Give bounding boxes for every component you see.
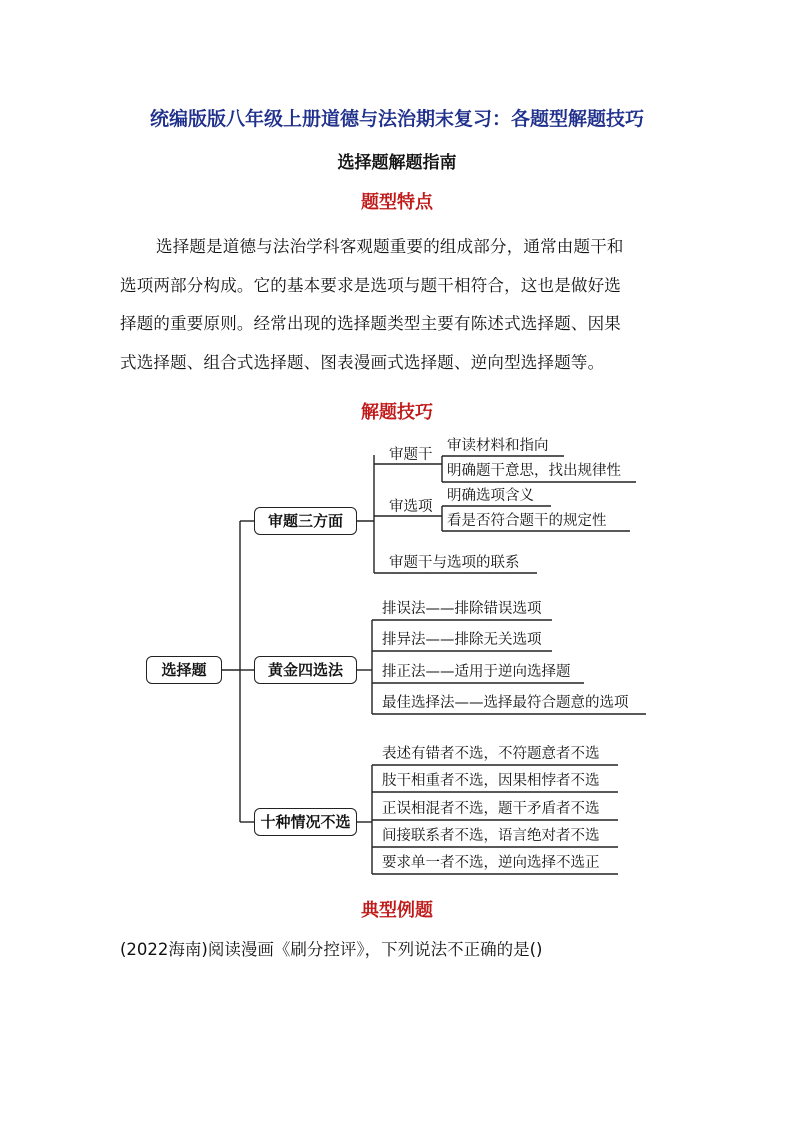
leaf-item: 排正法——适用于逆向选择题 — [382, 664, 571, 680]
example-question: (2022海南)阅读漫画《刷分控评》，下列说法不正确的是() — [120, 940, 543, 959]
page-title: 统编版版八年级上册道德与法治期末复习：各题型解题技巧 — [149, 108, 644, 130]
leaf-item: 排异法——排除无关选项 — [382, 632, 542, 648]
leaf-item: 间接联系者不选，语言绝对者不选 — [382, 828, 600, 844]
leaf-item: 要求单一者不选，逆向选择不选正 — [382, 855, 600, 871]
leaf-item: 最佳选择法——选择最符合题意的选项 — [382, 695, 629, 711]
branch-node-golden-methods: 黄金四选法 — [254, 656, 357, 684]
root-node: 选择题 — [146, 656, 222, 684]
paragraph-line: 择题的重要原则。经常出现的选择题类型主要有陈述式选择题、因果 — [120, 314, 621, 334]
leaf-item: 正误相混者不选，题干矛盾者不选 — [382, 801, 600, 817]
section-heading-examples: 典型例题 — [361, 900, 433, 921]
branch-node-ten-cases: 十种情况不选 — [254, 808, 357, 836]
leaf-item: 表述有错者不选，不符题意者不选 — [382, 746, 600, 762]
paragraph-line: 式选择题、组合式选择题、图表漫画式选择题、逆向型选择题等。 — [120, 352, 605, 372]
section-heading-features: 题型特点 — [361, 192, 433, 213]
page-subtitle: 选择题解题指南 — [337, 153, 457, 173]
leaf-item: 排误法——排除错误选项 — [382, 601, 542, 617]
section-heading-techniques: 解题技巧 — [361, 402, 433, 423]
sub-node-options: 审选项 — [389, 499, 433, 515]
branch-node-review: 审题三方面 — [254, 507, 357, 535]
paragraph-line: 选择题是道德与法治学科客观题重要的组成部分，通常由题干和 — [156, 237, 624, 256]
leaf-item: 看是否符合题干的规定性 — [447, 513, 607, 529]
sub-node-stem: 审题干 — [389, 447, 433, 463]
sub-node-relation: 审题干与选项的联系 — [389, 555, 520, 571]
leaf-item: 明确选项含义 — [447, 488, 534, 504]
paragraph-line: 选项两部分构成。它的基本要求是选项与题干相符合，这也是做好选 — [120, 275, 621, 295]
leaf-item: 审读材料和指向 — [447, 438, 549, 454]
leaf-item: 肢干相重者不选，因果相悖者不选 — [382, 773, 600, 789]
leaf-item: 明确题干意思，找出规律性 — [447, 463, 621, 479]
